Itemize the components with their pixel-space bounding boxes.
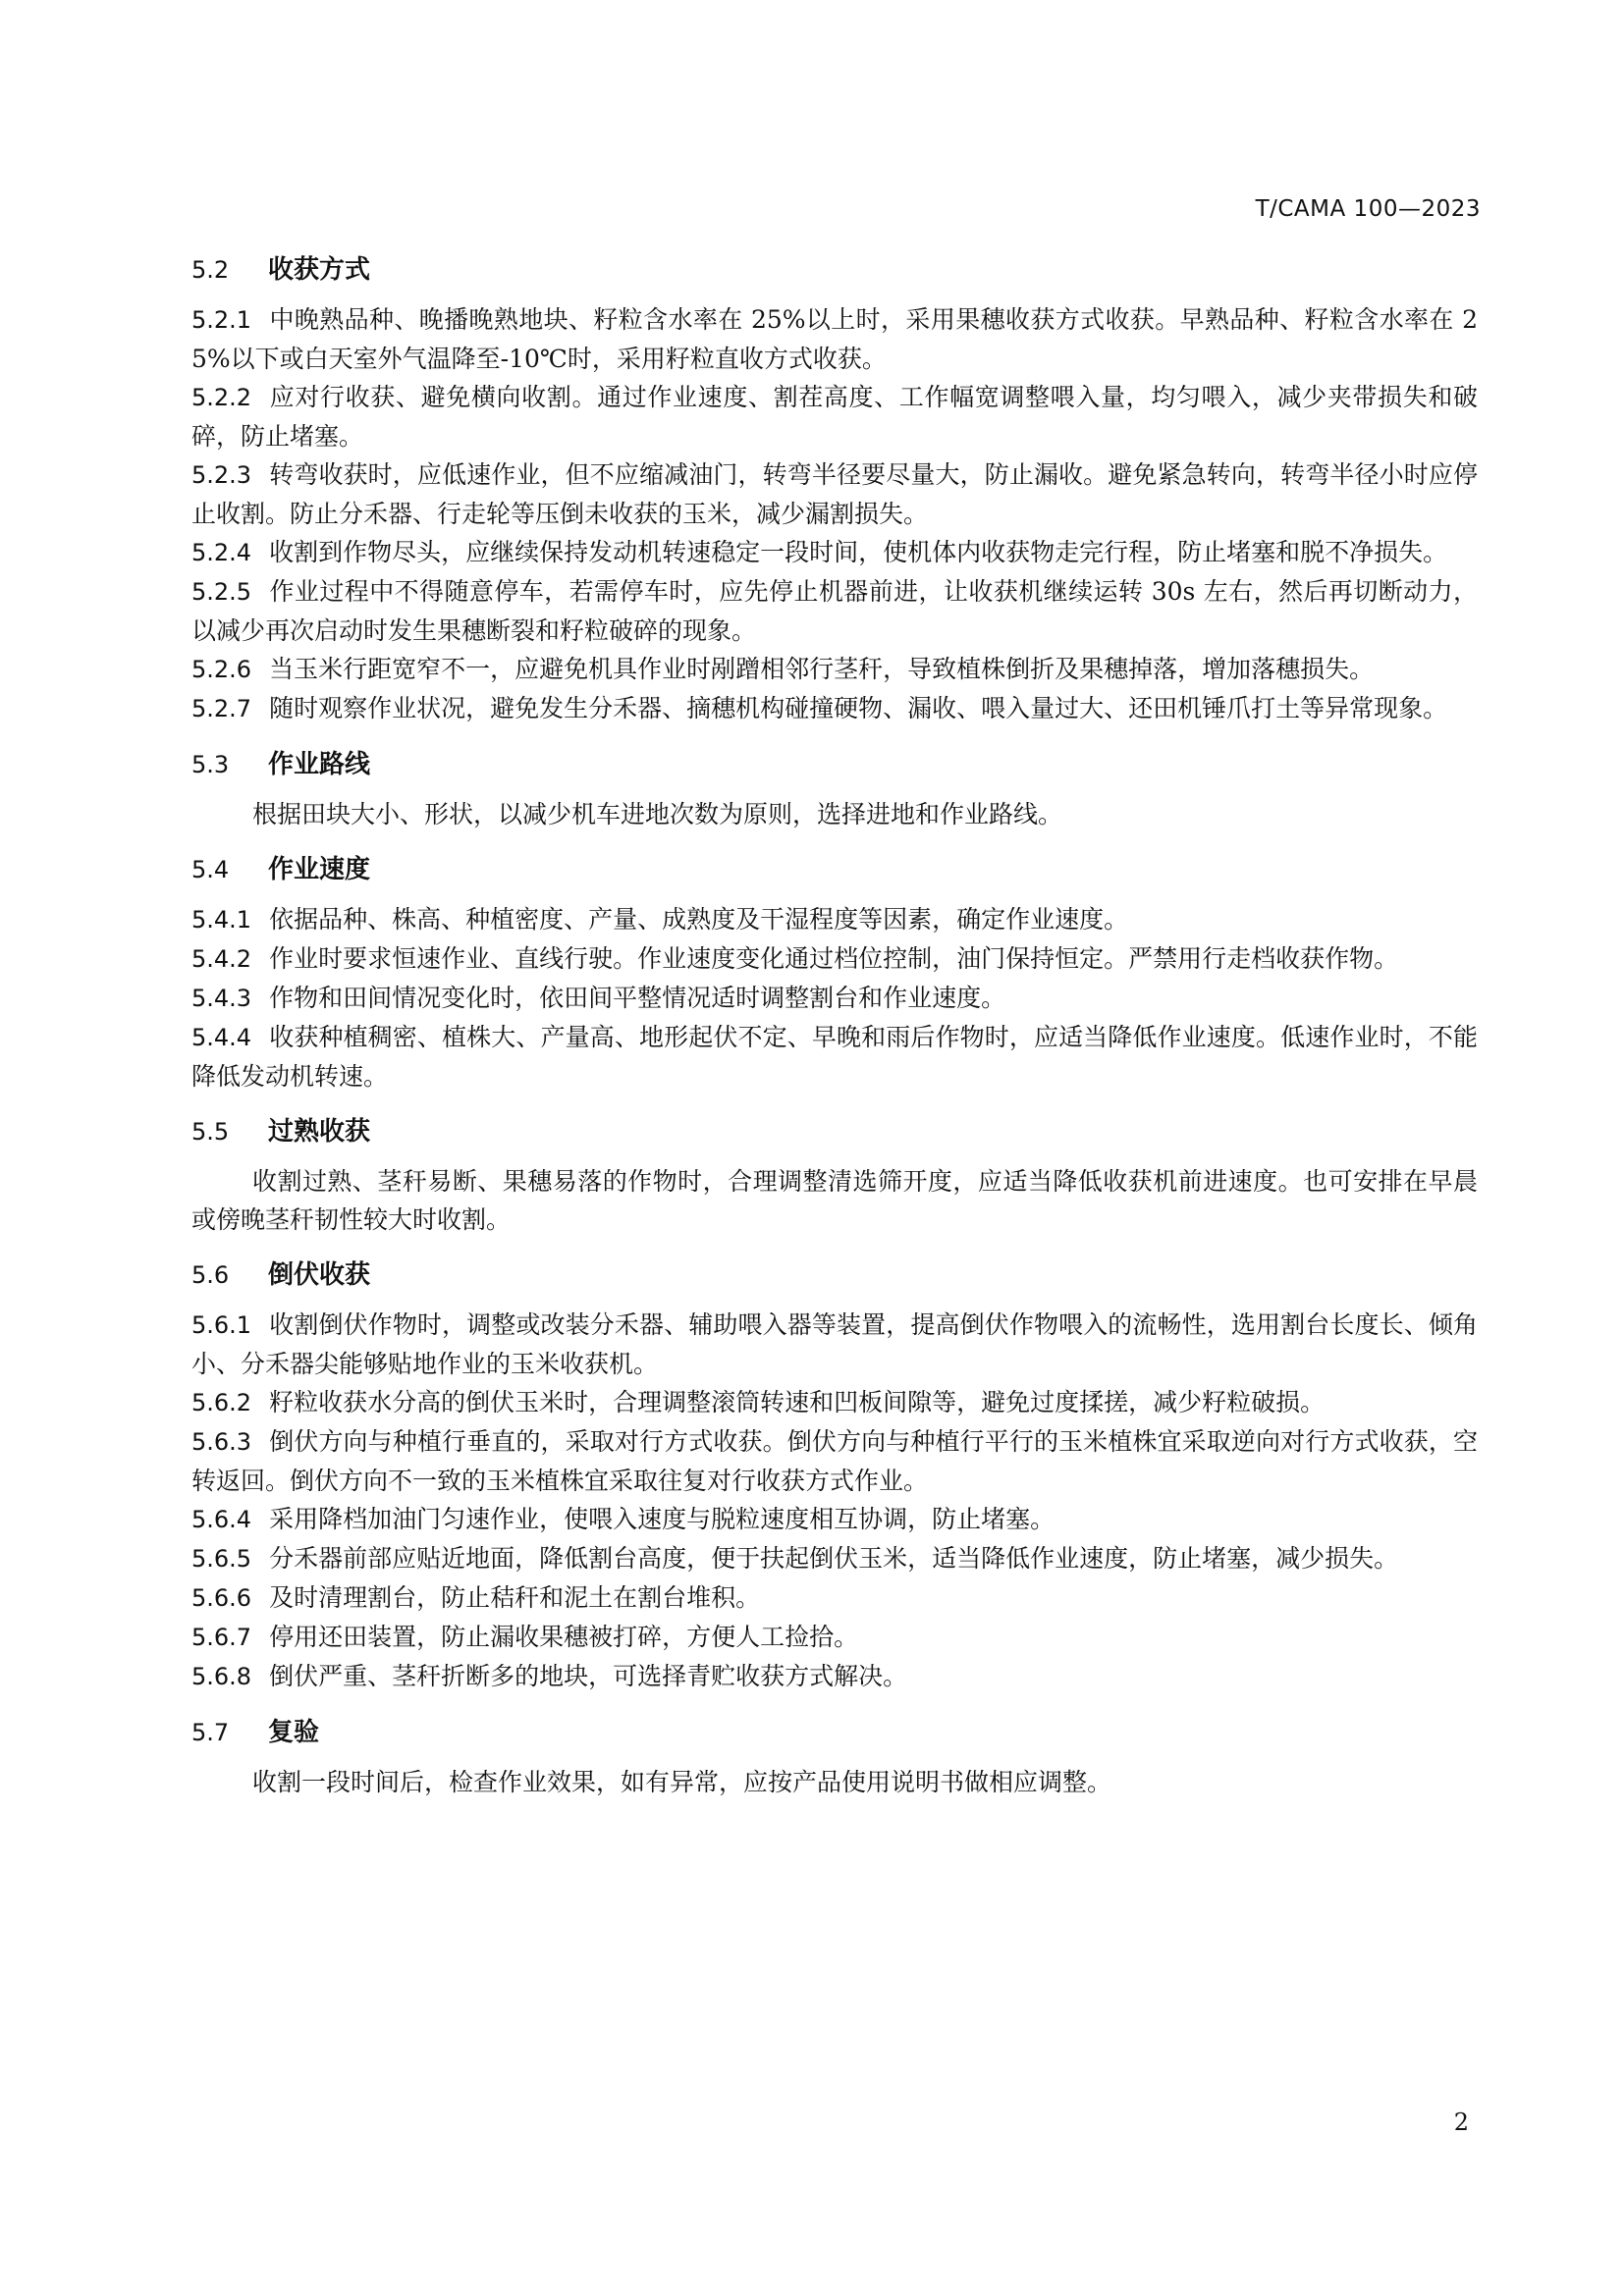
clause-5-6-6 [191,1578,1478,1618]
clause-5-6-1 [191,1306,1478,1383]
clause-text: 作业过程中不得随意停车，若需停车时，应先停止机器前进，让收获机继续运转 30s 左右，然后再切断动力，以减少再次启动时发生果穗断裂和籽粒破碎的现象。 [191,577,1478,645]
clause-text: 收获种植稠密、植株大、产量高、地形起伏不定、早晚和雨后作物时，应适当降低作业速度。低速作业时，不能降低发动机转速。 [191,1023,1478,1091]
clause-text: 作业时要求恒速作业、直线行驶。作业速度变化通过档位控制，油门保持恒定。严禁用行走档收获作物。 [269,944,1399,973]
clause-number: 5.6.1 [191,1311,252,1339]
section-title: 收获方式 [268,255,371,285]
section-title: 过熟收获 [268,1117,371,1147]
section-heading-5-2 [191,253,1478,287]
clause-number: 5.4.2 [191,945,252,973]
clause-text: 籽粒收获水分高的倒伏玉米时，合理调整滚筒转速和凹板间隙等，避免过度揉搓，减少籽粒破损。 [269,1388,1326,1416]
clause-number: 5.2.3 [191,461,252,489]
clause-number: 5.2.2 [191,384,252,411]
clause-number: 5.2.7 [191,695,252,722]
clause-text: 随时观察作业状况，避免发生分禾器、摘穗机构碰撞硬物、漏收、喂入量过大、还田机锤爪打土等异常现象。 [269,694,1448,722]
clause-5-2-7 [191,689,1478,728]
clause-number: 5.2.6 [191,656,252,683]
clause-5-2-4 [191,533,1478,572]
clause-5-2-3 [191,455,1478,533]
clause-text: 作物和田间情况变化时，依田间平整情况适时调整割台和作业速度。 [269,984,1006,1012]
section-number: 5.2 [191,256,230,284]
clause-5-2-2 [191,378,1478,455]
clause-number: 5.6.8 [191,1663,252,1690]
section-heading-5-3 [191,748,1478,781]
section-number: 5.5 [191,1118,230,1146]
section-number: 5.4 [191,856,230,883]
section-heading-5-5 [191,1115,1478,1148]
clause-5-2-1 [191,300,1478,378]
clause-5-6-5 [191,1539,1478,1578]
section-number: 5.7 [191,1719,230,1746]
clause-number: 5.2.4 [191,539,252,566]
clause-5-2-5 [191,572,1478,650]
section-5-3-text: 根据田块大小、形状，以减少机车进地次数为原则，选择进地和作业路线。 [252,800,1063,828]
clause-5-6-2 [191,1383,1478,1422]
section-title: 作业路线 [268,750,371,779]
section-5-7-text: 收割一段时间后，检查作业效果，如有异常，应按产品使用说明书做相应调整。 [252,1768,1112,1796]
clause-text: 收割到作物尽头，应继续保持发动机转速稳定一段时间，使机体内收获物走完行程，防止堵塞和脱不净损失。 [269,538,1448,566]
clause-text: 采用降档加油门匀速作业，使喂入速度与脱粒速度相互协调，防止堵塞。 [269,1505,1056,1533]
clause-text: 依据品种、株高、种植密度、产量、成熟度及干湿程度等因素，确定作业速度。 [269,905,1129,934]
section-number: 5.3 [191,751,230,778]
clause-number: 5.4.3 [191,985,252,1012]
page-body [191,253,1478,1801]
clause-text: 应对行收获、避免横向收割。通过作业速度、割茬高度、工作幅宽调整喂入量，均匀喂入，减少夹带损失和破碎，防止堵塞。 [191,383,1478,451]
clause-text: 当玉米行距宽窄不一，应避免机具作业时剐蹭相邻行茎秆，导致植株倒折及果穗掉落，增加落穗损失。 [269,655,1375,683]
clause-5-4-2 [191,939,1478,979]
clause-5-2-6 [191,650,1478,689]
clause-text: 及时清理割台，防止秸秆和泥土在割台堆积。 [269,1583,761,1612]
clause-number: 5.6.2 [191,1389,252,1416]
section-title: 复验 [268,1718,320,1747]
section-heading-5-4 [191,853,1478,886]
clause-number: 5.6.4 [191,1506,252,1533]
clause-text: 倒伏严重、茎秆折断多的地块，可选择青贮收获方式解决。 [269,1662,908,1690]
clause-text: 中晚熟品种、晚播晚熟地块、籽粒含水率在 25%以上时，采用果穗收获方式收获。早熟品种、籽粒含水率在 25%以下或白天室外气温降至-10℃时，采用籽粒直收方式收获。 [191,305,1478,373]
clause-number: 5.6.5 [191,1545,252,1573]
clause-5-4-1 [191,900,1478,939]
clause-number: 5.4.1 [191,906,252,934]
clause-5-4-3 [191,979,1478,1018]
clause-text: 转弯收获时，应低速作业，但不应缩减油门，转弯半径要尽量大，防止漏收。避免紧急转向，转弯半径小时应停止收割。防止分禾器、行走轮等压倒未收获的玉米，减少漏割损失。 [191,460,1478,528]
clause-5-6-3 [191,1422,1478,1500]
section-heading-5-7 [191,1716,1478,1749]
clause-text: 收割倒伏作物时，调整或改装分禾器、辅助喂入器等装置，提高倒伏作物喂入的流畅性，选用割台长度长、倾角小、分禾器尖能够贴地作业的玉米收获机。 [191,1310,1478,1378]
section-title: 倒伏收获 [268,1260,371,1290]
clause-number: 5.6.3 [191,1428,252,1456]
clause-number: 5.6.7 [191,1624,252,1651]
clause-text: 分禾器前部应贴近地面，降低割台高度，便于扶起倒伏玉米，适当降低作业速度，防止堵塞，减少损失。 [269,1544,1399,1573]
page-number: 2 [1453,2109,1469,2136]
clause-5-4-4 [191,1018,1478,1095]
document-id: T/CAMA 100—2023 [1255,196,1481,222]
clause-number: 5.2.1 [191,306,252,334]
clause-5-6-4 [191,1500,1478,1539]
clause-text: 停用还田装置，防止漏收果穗被打碎，方便人工捡拾。 [269,1623,859,1651]
section-title: 作业速度 [268,855,371,884]
section-number: 5.6 [191,1261,230,1289]
clause-number: 5.2.5 [191,578,252,606]
clause-number: 5.4.4 [191,1024,252,1051]
clause-5-6-8 [191,1657,1478,1696]
clause-number: 5.6.6 [191,1584,252,1612]
section-5-5-text: 收割过熟、茎秆易断、果穗易落的作物时，合理调整清选筛开度，应适当降低收获机前进速度。也可安排在早晨或傍晚茎秆韧性较大时收割。 [191,1167,1478,1234]
section-heading-5-6 [191,1258,1478,1292]
clause-text: 倒伏方向与种植行垂直的，采取对行方式收获。倒伏方向与种植行平行的玉米植株宜采取逆向对行方式收获，空转返回。倒伏方向不一致的玉米植株宜采取往复对行收获方式作业。 [191,1427,1478,1495]
clause-5-6-7 [191,1618,1478,1657]
